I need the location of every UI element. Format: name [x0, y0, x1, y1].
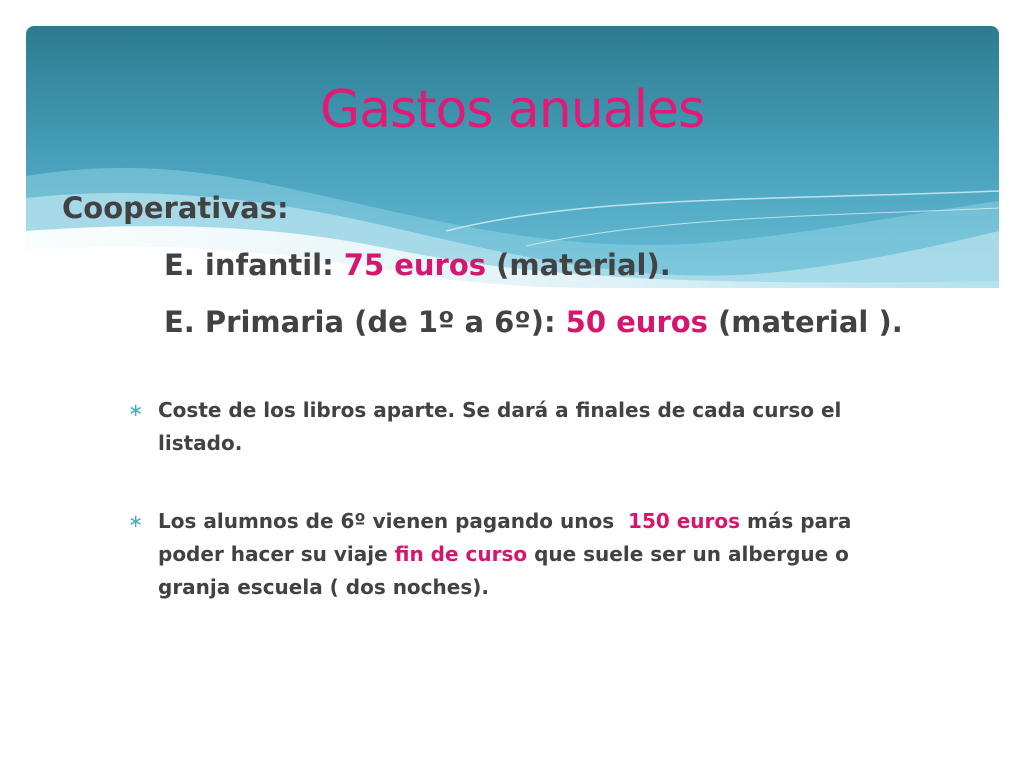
cooperativas-heading: [62, 189, 289, 227]
infantil-suffix: (material).: [486, 248, 671, 282]
slide-title-text: Gastos anuales: [319, 80, 705, 140]
bullet-viaje-amount: 150 euros: [628, 509, 741, 533]
bullet-viaje-highlight: fin de curso: [394, 542, 528, 566]
infantil-line: [164, 246, 671, 284]
primaria-prefix: E. Primaria (de 1º a 6º):: [164, 305, 566, 339]
bullet-viaje-part3: que suele ser un albergue o granja escuela ( dos noches).: [158, 542, 849, 599]
asterisk-bullet-icon: ∗: [128, 400, 144, 421]
infantil-amount: 75 euros: [343, 248, 487, 282]
slide-title: [0, 76, 1024, 144]
bullet-item-viaje: [128, 505, 908, 604]
asterisk-bullet-icon: ∗: [128, 511, 144, 532]
bullet-viaje-part1: Los alumnos de 6º vienen pagando unos: [158, 509, 629, 533]
primaria-amount: 50 euros: [565, 305, 708, 339]
bullet-item-libros: [128, 394, 908, 460]
infantil-prefix: E. infantil:: [164, 248, 344, 282]
primaria-line: [164, 303, 903, 341]
primaria-suffix: (material ).: [707, 305, 903, 339]
cooperativas-heading-text: Cooperativas:: [62, 191, 289, 225]
bullet-libros-text: Coste de los libros aparte. Se dará a finales de cada curso el listado.: [158, 398, 842, 455]
bullet-viaje-part2: más para poder hacer su viaje: [158, 509, 852, 566]
bullet-list: [128, 394, 908, 604]
